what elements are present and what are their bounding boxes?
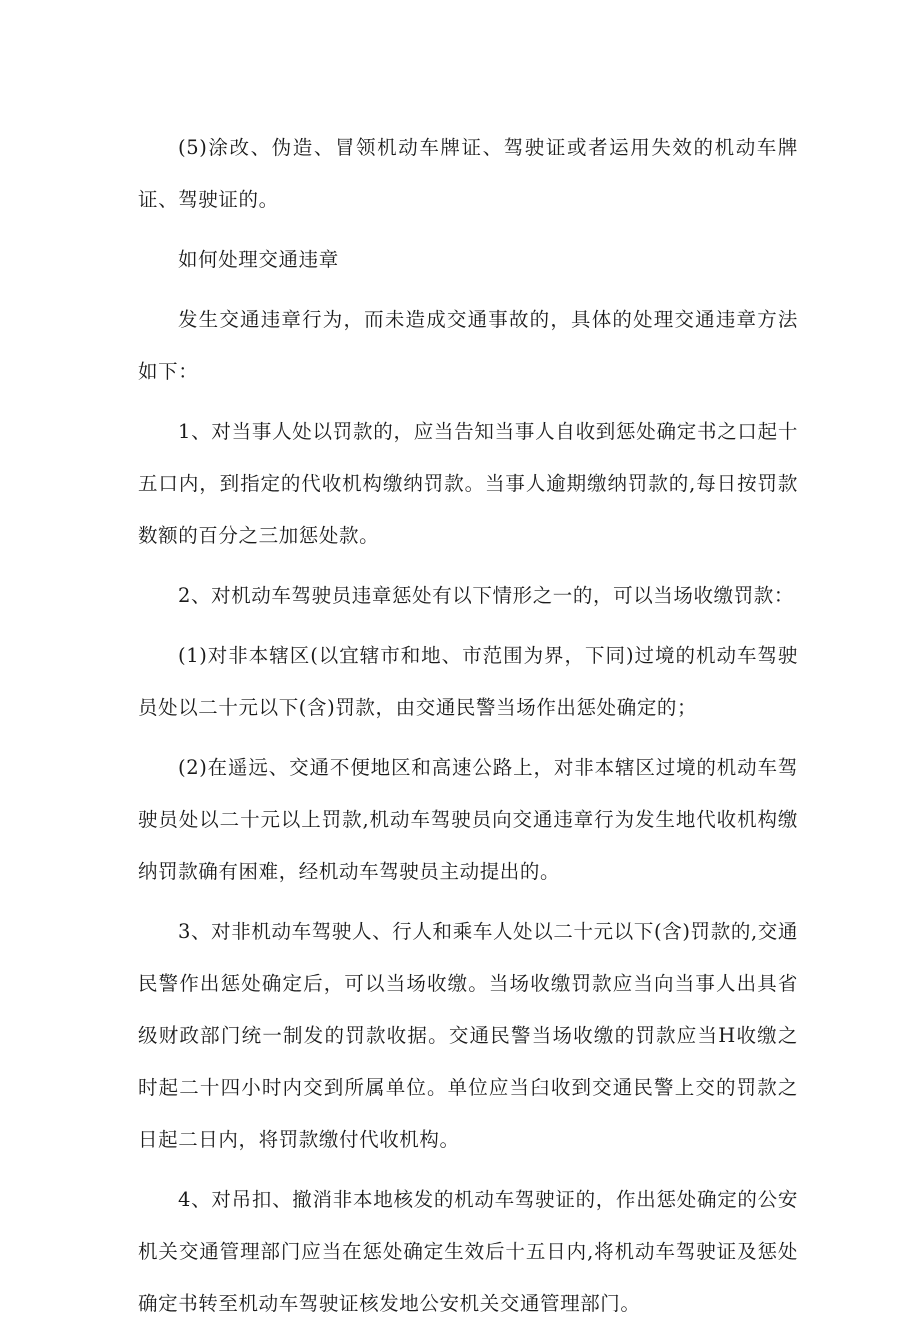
paragraph-intro: 发生交通违章行为，而未造成交通事故的，具体的处理交通违章方法如下： xyxy=(138,308,798,383)
paragraph-point-2-sub-1: (1)对非本辖区(以宜辖市和地、市范围为界，下同)过境的机动车驾驶员处以二十元以下(含)罚款，由交通民警当场作出惩处确定的； xyxy=(138,644,798,719)
document-body xyxy=(138,122,798,1330)
paragraph-item-5-alteration: (5)涂改、伪造、冒领机动车牌证、驾驶证或者运用失效的机动车牌证、驾驶证的。 xyxy=(138,136,798,211)
paragraph-point-4: 4、对吊扣、撤消非本地核发的机动车驾驶证的，作出惩处确定的公安机关交通管理部门应当在惩处确定生效后十五日内,将机动车驾驶证及惩处确定书转至机动车驾驶证核发地公安机关交通管理部门。 xyxy=(138,1188,798,1315)
paragraph-point-1: 1、对当事人处以罚款的，应当告知当事人自收到惩处确定书之口起十五口内，到指定的代收机构缴纳罚款。当事人逾期缴纳罚款的,每日按罚款数额的百分之三加惩处款。 xyxy=(138,420,798,547)
section-heading-how-to-handle: 如何处理交通违章 xyxy=(178,248,339,271)
paragraph-point-2-sub-2: (2)在遥远、交通不便地区和高速公路上，对非本辖区过境的机动车驾驶员处以二十元以上罚款,机动车驾驶员向交通违章行为发生地代收机构缴纳罚款确有困难，经机动车驾驶员主动提出的。 xyxy=(138,756,798,883)
paragraph-point-2: 2、对机动车驾驶员违章惩处有以下情形之一的，可以当场收缴罚款： xyxy=(178,584,795,607)
paragraph-point-3: 3、对非机动车驾驶人、行人和乘车人处以二十元以下(含)罚款的,交通民警作出惩处确定后，可以当场收缴。当场收缴罚款应当向当事人出具省级财政部门统一制发的罚款收据。交通民警当场收缴的罚款应当H收缴之时起二十四小时内交到所属单位。单位应当臼收到交通民警上交的罚款之日起二日内，将罚款缴付代收机构。 xyxy=(138,920,798,1151)
